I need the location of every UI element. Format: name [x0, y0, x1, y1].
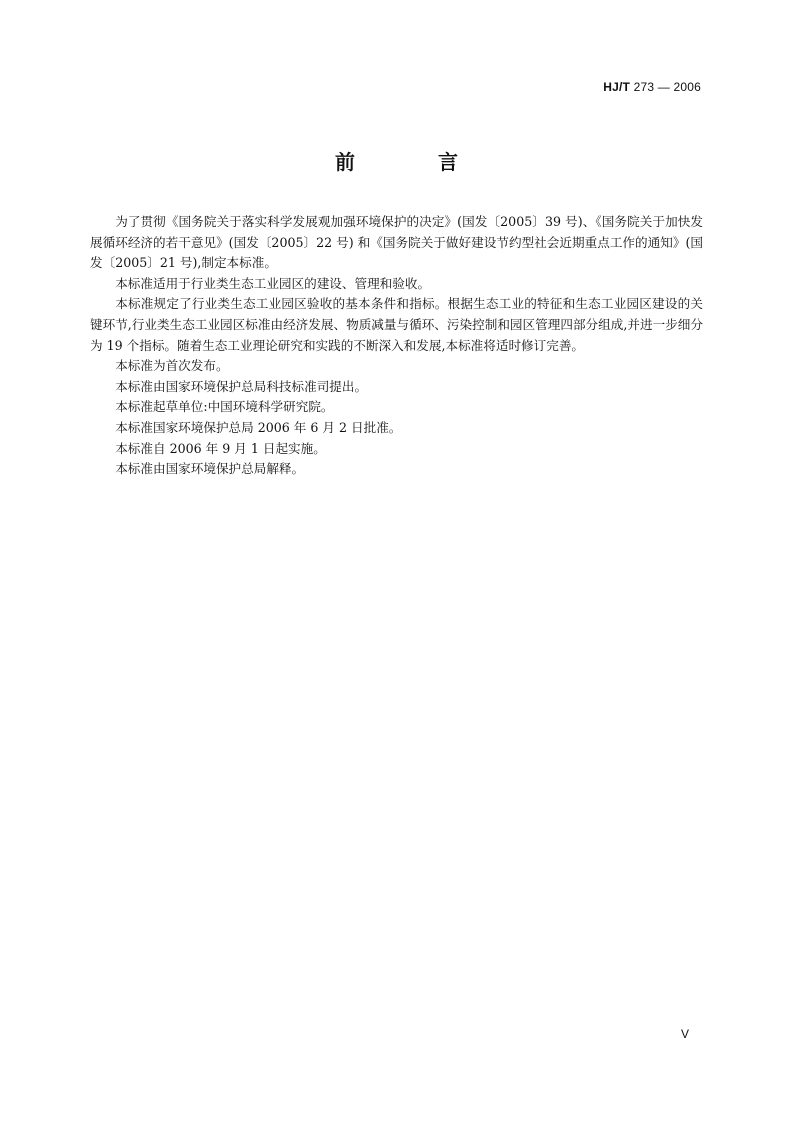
paragraph-purpose: 为了贯彻《国务院关于落实科学发展观加强环境保护的决定》(国发〔2005〕39 号)、《国务院关于加快发展循环经济的若干意见》(国发〔2005〕22 号) 和《国务院关于做好建设节约型社会近期重点工作的通知》(国发〔2005〕21 号),制定本标准。 — [90, 214, 703, 271]
standard-prefix: HJ/T — [603, 80, 631, 94]
paragraph-proposer: 本标准由国家环境保护总局科技标准司提出。 — [115, 378, 368, 394]
paragraph-approval: 本标准国家环境保护总局 2006 年 6 月 2 日批准。 — [115, 419, 402, 435]
paragraph-scope: 本标准适用于行业类生态工业园区的建设、管理和验收。 — [115, 275, 431, 291]
paragraph-content: 本标准规定了行业类生态工业园区验收的基本条件和指标。根据生态工业的特征和生态工业园区建设的关键环节,行业类生态工业园区标准由经济发展、物质减量与循环、污染控制和园区管理四部分组成,并进一步细分为 19 个指标。随着生态工业理论研究和实践的不断深入和发展,本标准将适时修订完善。 — [90, 296, 703, 353]
paragraph-first-release: 本标准为首次发布。 — [115, 358, 229, 374]
page-number: V — [680, 1027, 689, 1041]
paragraph-interpretation: 本标准由国家环境保护总局解释。 — [115, 461, 305, 477]
paragraph-drafter: 本标准起草单位:中国环境科学研究院。 — [115, 399, 334, 415]
standard-number: 273 — 2006 — [633, 80, 701, 94]
standard-code — [603, 80, 701, 94]
foreword-body — [90, 212, 703, 480]
paragraph-effective-date: 本标准自 2006 年 9 月 1 日起实施。 — [115, 440, 326, 456]
page-title: 前 言 — [335, 150, 496, 174]
